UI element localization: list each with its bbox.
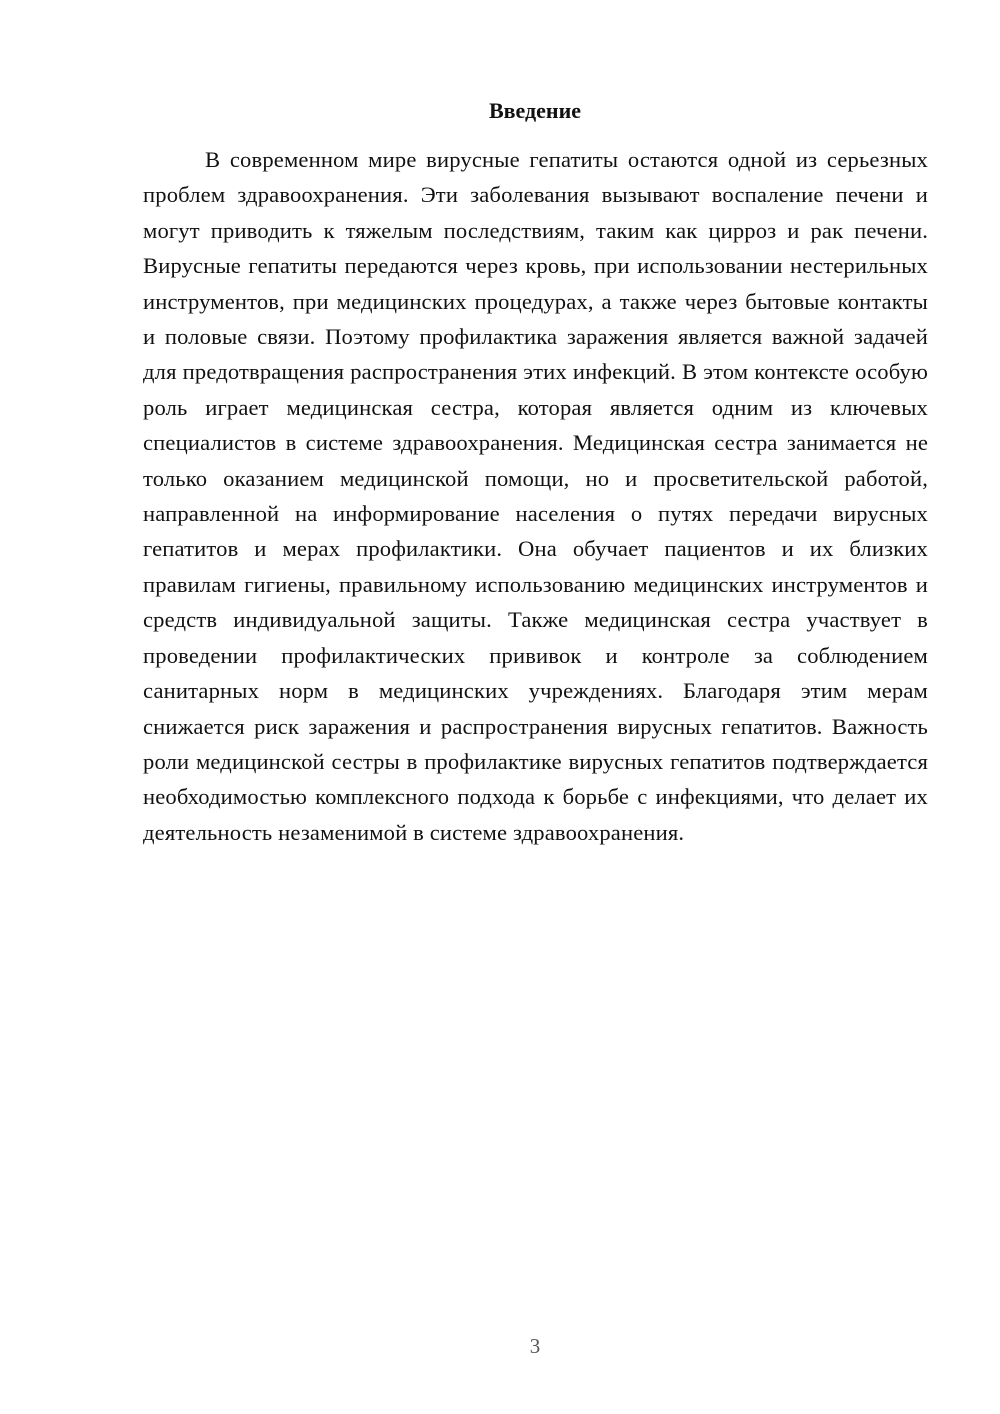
body-paragraph: В современном мире вирусные гепатиты остаются одной из серьезных проблем здравоохранения. Эти заболевания вызывают воспаление печени и могут приводить к тяжелым последствиям, таким как цирроз и рак печени. Вирусные гепатиты передаются через кровь, при использовании нестерильных инструментов, при медицинских процедурах, а также через бытовые контакты и половые связи. Поэтому профилактика заражения является важной задачей для предотвращения распространения этих инфекций. В этом контексте особую роль играет медицинская сестра, которая является одним из ключевых специалистов в системе здравоохранения. Медицинская сестра занимается не только оказанием медицинской помощи, но и просветительской работой, направленной на информирование населения о путях передачи вирусных гепатитов и мерах профилактики. Она обучает пациентов и их близких правилам гигиены, правильному использованию медицинских инструментов и средств индивидуальной защиты. Также медицинская сестра участвует в проведении профилактических прививок и контроле за соблюдением санитарных норм в медицинских учреждениях. Благодаря этим мерам снижается риск заражения и распространения вирусных гепатитов. Важность роли медицинской сестры в профилактике вирусных гепатитов подтверждается необходимостью комплексного подхода к борьбе с инфекциями, что делает их деятельность незаменимой в системе здравоохранения. <box>143 147 928 845</box>
section-heading: Введение <box>488 98 582 123</box>
page-number: 3 <box>529 1334 541 1358</box>
